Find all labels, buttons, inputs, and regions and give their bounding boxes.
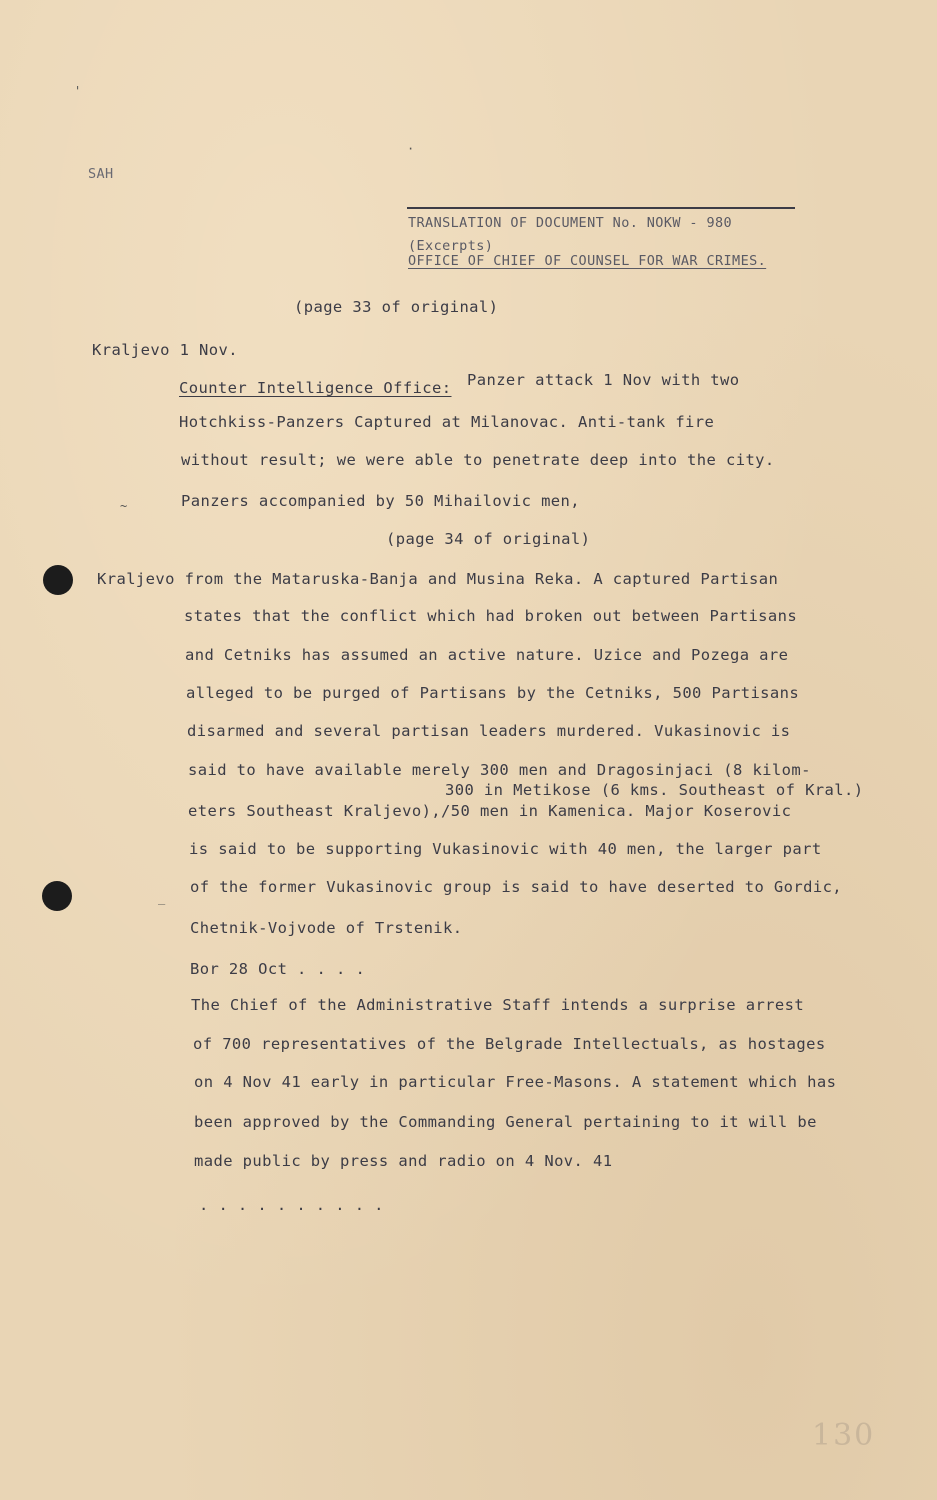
punch-hole bbox=[42, 881, 72, 911]
entry3-line: The Chief of the Administrative Staff intends a surprise arrest bbox=[191, 996, 805, 1014]
entry-heading-kraljevo: Kraljevo 1 Nov. bbox=[92, 341, 238, 359]
entry2-line: of the former Vukasinovic group is said to have deserted to Gordic, bbox=[190, 878, 843, 896]
stray-mark: ' bbox=[74, 84, 82, 98]
entry2-line: Kraljevo from the Mataruska-Banja and Musina Reka. A captured Partisan bbox=[97, 570, 779, 588]
page-note-34: (page 34 of original) bbox=[386, 530, 591, 548]
header-top-rule bbox=[407, 207, 795, 209]
document-subtitle: (Excerpts) bbox=[408, 238, 494, 254]
entry-heading-bor: Bor 28 Oct . . . . bbox=[190, 960, 366, 978]
entry2-insertion: 300 in Metikose (6 kms. Southeast of Kral.) bbox=[445, 781, 864, 799]
entry1-line: Panzers accompanied by 50 Mihailovic men, bbox=[181, 492, 581, 510]
entry2-line: states that the conflict which had broken out between Partisans bbox=[184, 607, 798, 625]
office-label: Counter Intelligence Office: bbox=[179, 379, 452, 397]
entry3-line: of 700 representatives of the Belgrade Intellectuals, as hostages bbox=[193, 1035, 826, 1053]
entry2-line: said to have available merely 300 men and Dragosinjaci (8 kilom- bbox=[188, 761, 811, 779]
office-title: OFFICE OF CHIEF OF COUNSEL FOR WAR CRIMES. bbox=[408, 253, 767, 269]
document-number: TRANSLATION OF DOCUMENT No. NOKW - 980 bbox=[408, 215, 733, 231]
entry2-line: is said to be supporting Vukasinovic with 40 men, the larger part bbox=[189, 840, 822, 858]
ending-dots: . . . . . . . . . . bbox=[199, 1196, 384, 1214]
entry1-line: Hotchkiss-Panzers Captured at Milanovac. Anti-tank fire bbox=[179, 413, 715, 431]
stray-mark: · bbox=[407, 142, 415, 156]
entry3-line: made public by press and radio on 4 Nov. 41 bbox=[194, 1152, 613, 1170]
punch-hole bbox=[43, 565, 73, 595]
entry2-line: disarmed and several partisan leaders murdered. Vukasinovic is bbox=[187, 722, 791, 740]
entry2-line: alleged to be purged of Partisans by the Cetniks, 500 Partisans bbox=[186, 684, 800, 702]
entry1-line: Panzer attack 1 Nov with two bbox=[467, 371, 740, 389]
entry3-line: on 4 Nov 41 early in particular Free-Masons. A statement which has bbox=[194, 1073, 837, 1091]
stray-mark: _ bbox=[158, 891, 166, 905]
entry1-line: without result; we were able to penetrate deep into the city. bbox=[181, 451, 775, 469]
entry2-line: and Cetniks has assumed an active nature. Uzice and Pozega are bbox=[185, 646, 789, 664]
entry2-line: eters Southeast Kraljevo),/50 men in Kamenica. Major Koserovic bbox=[188, 802, 792, 820]
entry3-line: been approved by the Commanding General pertaining to it will be bbox=[194, 1113, 817, 1131]
page-note-33: (page 33 of original) bbox=[294, 298, 499, 316]
archive-page-number: 130 bbox=[812, 1418, 876, 1453]
stray-mark: ~ bbox=[120, 499, 128, 513]
entry2-line: Chetnik-Vojvode of Trstenik. bbox=[190, 919, 463, 937]
initials: SAH bbox=[88, 166, 114, 182]
